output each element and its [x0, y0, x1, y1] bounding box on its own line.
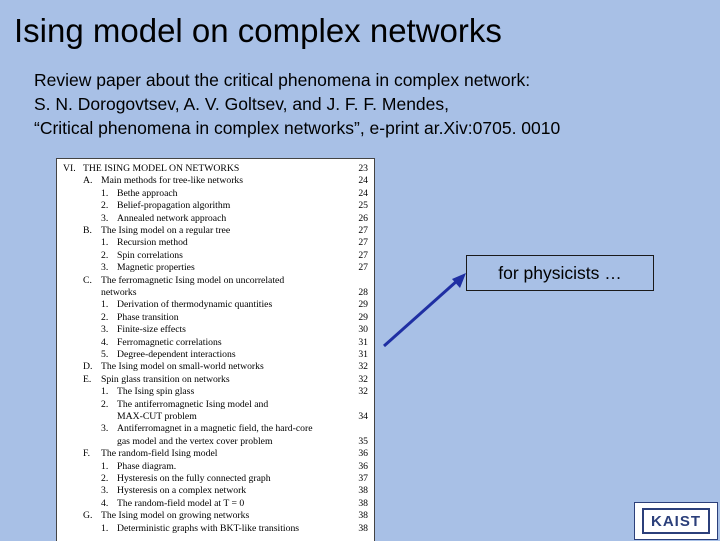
toc-entry-text: Ferromagnetic correlations	[117, 336, 222, 348]
toc-page-number: 24	[358, 175, 368, 187]
toc-row	[57, 473, 374, 485]
intro-line: “Critical phenomena in complex networks”, e-print ar.Xiv:0705. 0010	[34, 118, 561, 138]
toc-page-number: 32	[358, 361, 368, 373]
toc-page-number: 27	[358, 237, 368, 249]
toc-entry-text: Spin glass transition on networks	[101, 373, 230, 385]
toc-page-number: 28	[358, 287, 368, 298]
toc-page-number: 27	[358, 262, 368, 274]
toc-entry-text: gas model and the vertex cover problem	[117, 435, 273, 447]
toc-row	[57, 349, 374, 361]
toc-row	[57, 448, 374, 460]
toc-page-number: 24	[358, 187, 368, 199]
toc-entry-text: Spin correlations	[117, 249, 183, 261]
toc-page-number: 29	[358, 299, 368, 311]
toc-entry-text: Finite-size effects	[117, 324, 186, 336]
toc-row	[57, 213, 374, 225]
toc-entry-text: The random-field model at T = 0	[117, 497, 245, 509]
toc-row	[57, 461, 374, 473]
toc-row	[57, 510, 374, 522]
toc-row	[57, 374, 374, 386]
toc-page-number: 38	[358, 522, 368, 534]
toc-entry-text: Bethe approach	[117, 187, 178, 199]
toc-number: 1.	[101, 522, 109, 534]
arrow-icon	[380, 270, 470, 350]
toc-row	[57, 262, 374, 274]
toc-number: C.	[83, 274, 92, 286]
toc-entry-text: Annealed network approach	[117, 212, 227, 224]
toc-entry-text: The ferromagnetic Ising model on uncorrelated	[101, 274, 285, 286]
toc-row	[57, 225, 374, 237]
toc-number: E.	[83, 373, 92, 385]
toc-row	[57, 436, 374, 448]
toc-entry-text: THE ISING MODEL ON NETWORKS	[83, 163, 240, 174]
toc-number: 5.	[101, 349, 109, 360]
toc-page-number: 37	[358, 473, 368, 484]
toc-entry-text: Phase transition	[117, 311, 179, 323]
toc-page-number: 29	[358, 311, 368, 323]
toc-number: A.	[83, 175, 93, 187]
toc-row	[57, 175, 374, 187]
toc-entry-text: Hysteresis on the fully connected graph	[117, 473, 271, 484]
toc-entry-text: Degree-dependent interactions	[117, 349, 236, 360]
toc-row	[57, 523, 374, 535]
toc-number: 1.	[101, 386, 109, 398]
toc-number: 4.	[101, 497, 109, 509]
toc-number: 1.	[101, 299, 109, 311]
toc-entry-text: The random-field Ising model	[101, 448, 218, 460]
toc-entry-text: The antiferromagnetic Ising model and	[117, 398, 269, 410]
toc-entry-text: networks	[101, 287, 137, 298]
toc-row	[57, 324, 374, 336]
toc-page-number: 31	[358, 336, 368, 348]
toc-entry-text: MAX-CUT problem	[117, 411, 197, 422]
toc-number: 1.	[101, 237, 109, 249]
callout-box: for physicists …	[466, 255, 654, 291]
toc-entry-text: Phase diagram.	[117, 460, 177, 472]
toc-row	[57, 312, 374, 324]
toc-page-number: 38	[358, 485, 368, 497]
toc-number: 3.	[101, 423, 109, 435]
toc-entry-text: The Ising spin glass	[117, 386, 195, 398]
toc-page-number: 34	[358, 411, 368, 422]
toc-number: VI.	[63, 163, 76, 174]
toc-row	[57, 299, 374, 311]
toc-entry-text: The Ising model on growing networks	[101, 510, 250, 522]
toc-page-number: 26	[358, 212, 368, 224]
toc-entry-text: Belief-propagation algorithm	[117, 200, 231, 212]
toc-entry-text: The Ising model on a regular tree	[101, 225, 231, 236]
toc-number: F.	[83, 448, 91, 460]
toc-row	[57, 361, 374, 373]
toc-number: 3.	[101, 262, 109, 274]
toc-page-number: 32	[358, 373, 368, 385]
toc-entry-text: Recursion method	[117, 237, 188, 249]
toc-entry-text: Magnetic properties	[117, 262, 195, 274]
toc-entry-text: The Ising model on small-world networks	[101, 361, 264, 373]
toc-page-number: 23	[358, 163, 368, 174]
intro-text	[34, 68, 560, 140]
toc-number: 3.	[101, 485, 109, 497]
toc-page-number: 32	[358, 386, 368, 398]
toc-row	[57, 423, 374, 435]
toc-number: 2.	[101, 311, 109, 323]
toc-row	[57, 250, 374, 262]
toc-page-number: 25	[358, 200, 368, 212]
toc-row	[57, 411, 374, 423]
toc-page-number: 36	[358, 448, 368, 460]
toc-row	[57, 337, 374, 349]
toc-row	[57, 200, 374, 212]
toc-row	[57, 275, 374, 287]
toc-number: 1.	[101, 187, 109, 199]
toc-number: 3.	[101, 324, 109, 336]
kaist-logo-text: KAIST	[642, 508, 710, 534]
kaist-logo	[634, 502, 718, 540]
toc-row	[57, 386, 374, 398]
toc-row	[57, 237, 374, 249]
intro-line: Review paper about the critical phenomena in complex network:	[34, 70, 531, 90]
toc-page-number: 35	[358, 435, 368, 447]
toc-number: 3.	[101, 212, 109, 224]
toc-entry-text: Antiferromagnet in a magnetic field, the hard-core	[117, 423, 313, 435]
toc-page-number: 27	[358, 249, 368, 261]
toc-number: 2.	[101, 398, 109, 410]
toc-number: G.	[83, 510, 93, 522]
toc-entry-text: Derivation of thermodynamic quantities	[117, 299, 273, 311]
toc-row	[57, 287, 374, 299]
toc-number: 4.	[101, 336, 109, 348]
toc-row	[57, 498, 374, 510]
toc-page-number: 27	[358, 225, 368, 236]
toc-entry-text: Deterministic graphs with BKT-like transitions	[117, 522, 300, 534]
slide-title: Ising model on complex networks	[14, 12, 502, 49]
toc-number: 2.	[101, 473, 109, 484]
toc-page-number: 38	[358, 497, 368, 509]
toc-row	[57, 399, 374, 411]
toc-number: 2.	[101, 249, 109, 261]
toc-page-number: 38	[358, 510, 368, 522]
toc-row	[57, 485, 374, 497]
table-of-contents-image	[56, 158, 375, 541]
toc-row	[57, 163, 374, 175]
toc-number: B.	[83, 225, 92, 236]
toc-page-number: 31	[358, 349, 368, 360]
toc-number: 1.	[101, 460, 109, 472]
toc-number: D.	[83, 361, 93, 373]
toc-entry-text: Main methods for tree-like networks	[101, 175, 244, 187]
toc-page-number: 36	[358, 460, 368, 472]
toc-row	[57, 188, 374, 200]
toc-number: 2.	[101, 200, 109, 212]
toc-entry-text: Hysteresis on a complex network	[117, 485, 247, 497]
intro-line: S. N. Dorogovtsev, A. V. Goltsev, and J. F. F. Mendes,	[34, 94, 450, 114]
toc-page-number: 30	[358, 324, 368, 336]
